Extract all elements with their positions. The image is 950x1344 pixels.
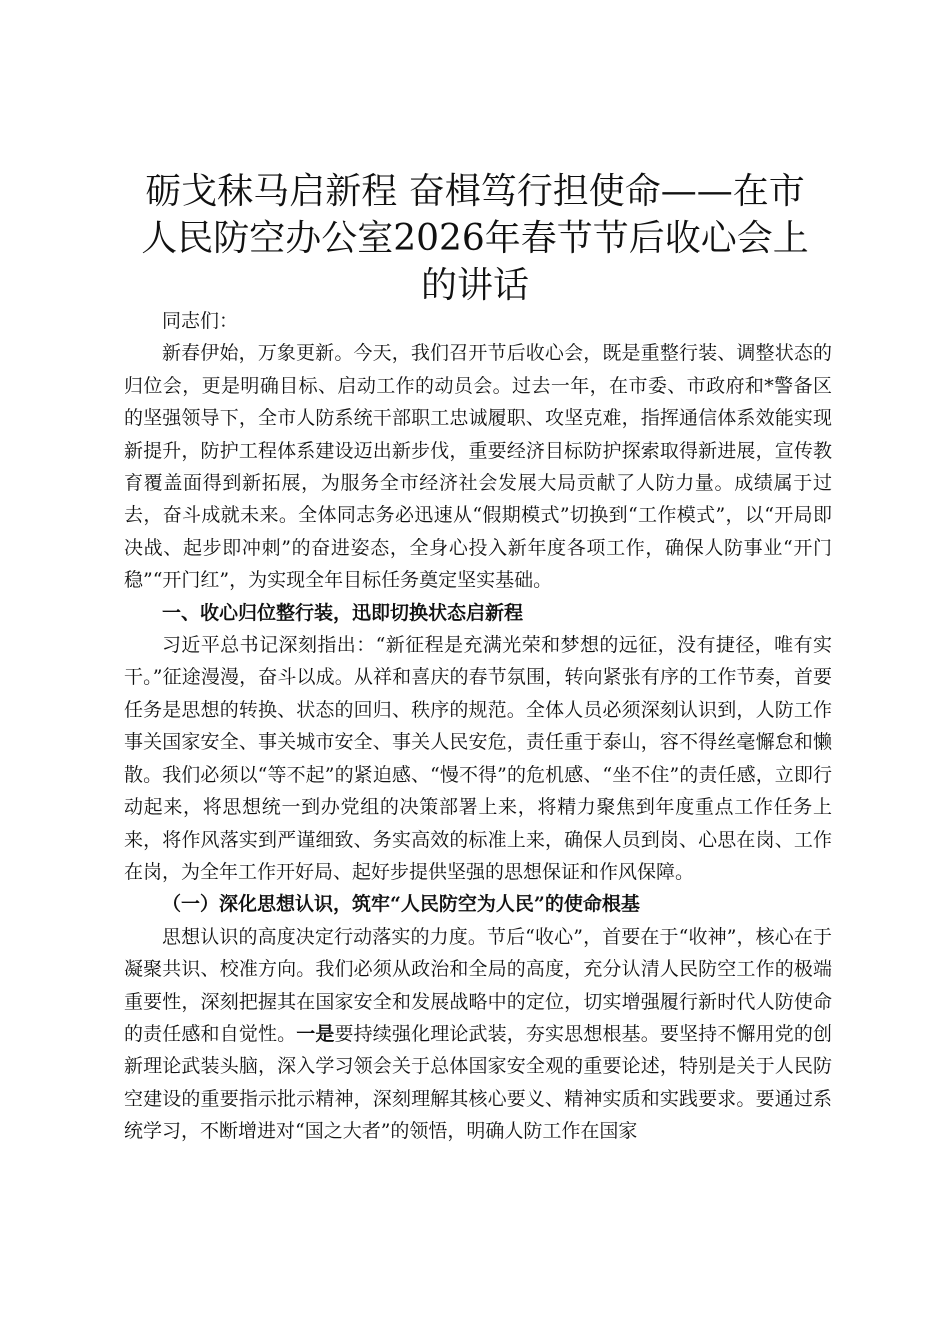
document-body	[124, 305, 832, 1148]
document-title: 砺戈秣马启新程 奋楫笃行担使命——在市人民防空办公室2026年春节节后收心会上的讲话	[141, 171, 809, 306]
intro-paragraph: 新春伊始，万象更新。今天，我们召开节后收心会，既是重整行装、调整状态的归位会，更是明确目标、启动工作的动员会。过去一年，在市委、市政府和*警备区的坚强领导下，全市人防系统干部职工忠诚履职、攻坚克难，指挥通信体系效能实现新提升，防护工程体系建设迈出新步伐，重要经济目标防护探索取得新进展，宣传教育覆盖面得到新拓展，为服务全市经济社会发展大局贡献了人防力量。成绩属于过去，奋斗成就未来。全体同志务必迅速从“假期模式”切换到“工作模式”，以“开局即决战、起步即冲刺”的奋进姿态，全身心投入新年度各项工作，确保人防事业“开门稳”“开门红”，为实现全年目标任务奠定坚实基础。	[124, 342, 832, 592]
subsection-1-paragraph	[124, 921, 832, 1148]
point-one-marker: 一是	[296, 1022, 335, 1045]
section-1-heading: 一、收心归位整行装，迅即切换状态启新程	[162, 601, 524, 624]
subsection-1-text-a: 思想认识的高度决定行动落实的力度。节后“收心”，首要在于“收神”，核心在于凝聚共识、校准方向。我们必须从政治和全局的高度，充分认清人民防空工作的极端重要性，深刻把握其在国家安全和发展战略中的定位，切实增强履行新时代人防使命的责任感和自觉性。	[124, 925, 832, 1045]
subsection-1-heading: （一）深化思想认识，筑牢“人民防空为人民”的使命根基	[162, 893, 640, 916]
salutation: 同志们：	[162, 310, 239, 332]
subsection-1-text-b: 要持续强化理论武装，夯实思想根基。要坚持不懈用党的创新理论武装头脑，深入学习领会关于总体国家安全观的重要论述，特别是关于人民防空建设的重要指示批示精神，深刻理解其核心要义、精神实质和实践要求。要通过系统学习，不断增进对“国之大者”的领悟，明确人防工作在国家	[124, 1022, 832, 1143]
section-1-paragraph: 习近平总书记深刻指出：“新征程是充满光荣和梦想的远征，没有捷径，唯有实干。”征途漫漫，奋斗以成。从祥和喜庆的春节氛围，转向紧张有序的工作节奏，首要任务是思想的转换、状态的回归、秩序的规范。全体人员必须深刻认识到，人防工作事关国家安全、事关城市安全、事关人民安危，责任重于泰山，容不得丝毫懈怠和懒散。我们必须以“等不起”的紧迫感、“慢不得”的危机感、“坐不住”的责任感，立即行动起来，将思想统一到办党组的决策部署上来，将精力聚焦到年度重点工作任务上来，将作风落实到严谨细致、务实高效的标准上来，确保人员到岗、心思在岗、工作在岗，为全年工作开好局、起好步提供坚强的思想保证和作风保障。	[124, 634, 832, 883]
